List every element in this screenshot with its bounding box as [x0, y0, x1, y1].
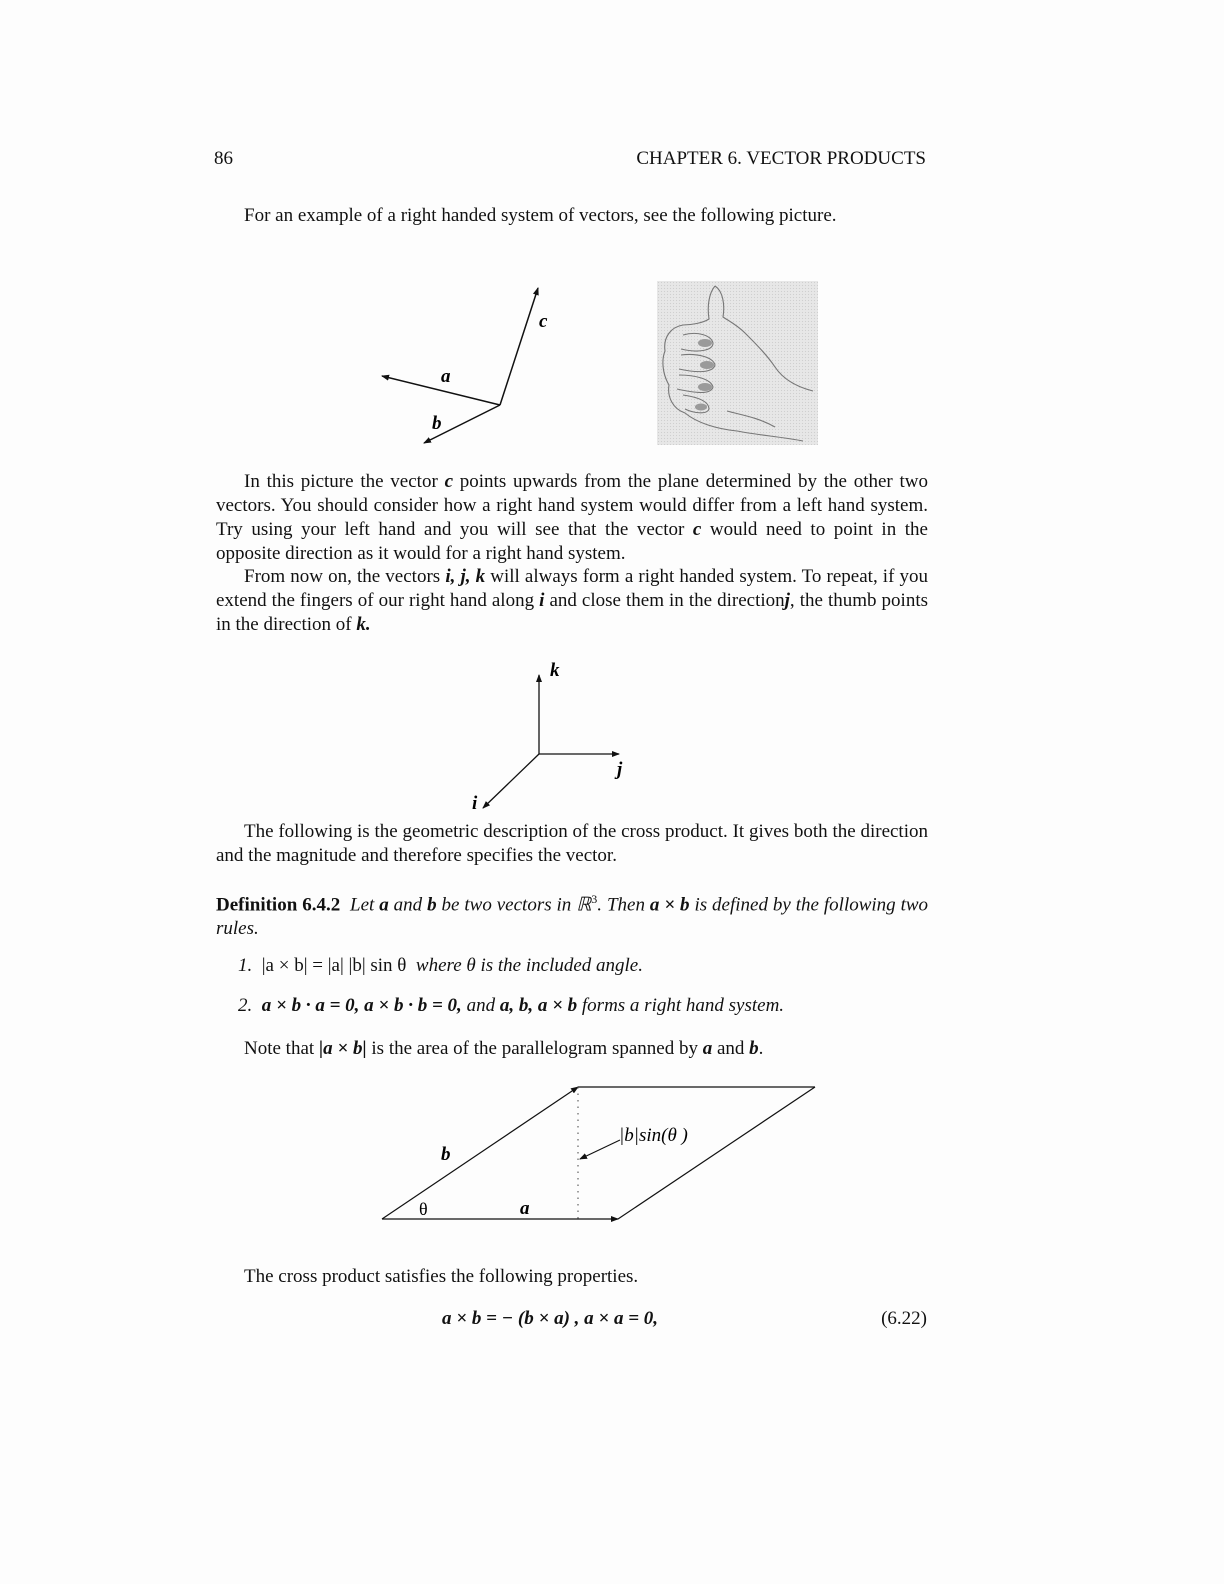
para2-text-2: will always form a right handed system. To repeat, if you extend the fingers of our right hand along	[216, 566, 929, 611]
label-j: j	[617, 759, 623, 780]
edge-b-arrow	[382, 1087, 578, 1219]
rule-1	[238, 954, 643, 978]
note-vector-a: a	[702, 1038, 713, 1059]
label-c: c	[539, 311, 548, 332]
vector-j-inline: j	[784, 590, 790, 611]
para1-text-1: In this picture the vector	[244, 471, 438, 492]
vector-c-inline-2: c	[692, 519, 702, 540]
figure-parallelogram	[370, 1078, 830, 1228]
definition-text-2: and	[393, 894, 423, 916]
rule-1-number: 1.	[238, 955, 253, 976]
para1-text-2: points upwards from the plane determined by the other two vectors. You should consider how a right hand system would differ from a left hand system. Try using your left hand and you will see that the vector	[216, 471, 929, 540]
vector-i-inline: i	[539, 590, 545, 611]
note-vector-b: b	[749, 1038, 759, 1059]
note-magnitude: |a × b|	[318, 1038, 367, 1059]
definition-label: Definition 6.4.2	[216, 894, 341, 916]
rule-1-math: |a × b| = |a| |b| sin θ	[261, 955, 407, 976]
definition-vector-b: b	[427, 894, 437, 916]
vector-c-inline: c	[444, 471, 453, 492]
thumb-sketch-icon	[657, 281, 818, 445]
note-text-4: .	[758, 1038, 764, 1059]
rule-2-number: 2.	[238, 995, 253, 1016]
para2-text-3: and close them in the direction	[549, 590, 785, 611]
figure-ijk-axes	[460, 655, 640, 820]
rule-2	[238, 994, 784, 1018]
definition-text-3: be two vectors in ℝ	[441, 894, 592, 916]
para1-text-3: would need to point in the opposite direction as it would for a right hand system.	[216, 519, 928, 564]
intro-line: For an example of a right handed system of vectors, see the following picture.	[244, 205, 837, 226]
label-a: a	[441, 366, 451, 387]
label-b: b	[432, 413, 442, 434]
rule-2-text: and	[466, 995, 496, 1016]
paragraph-ijk	[216, 565, 928, 637]
axis-i-arrow	[483, 754, 539, 808]
rule-2-math-2: a, b, a × b	[499, 995, 578, 1016]
rule-1-text: where θ is the included angle.	[415, 955, 643, 976]
vector-k-inline: k.	[356, 614, 371, 635]
height-pointer-arrow	[580, 1140, 620, 1159]
edge-right	[618, 1087, 815, 1219]
para2-text-1: From now on, the vectors	[244, 566, 441, 587]
note-text-2: is the area of the parallelogram spanned by	[371, 1038, 698, 1059]
definition-text-4: . Then	[597, 894, 645, 916]
note-text-3: and	[716, 1038, 745, 1059]
right-hand-thumbs-up-image	[657, 281, 818, 445]
label-height: |b|sin(θ )	[619, 1125, 688, 1146]
definition-vector-a: a	[379, 894, 389, 916]
definition-6-4-2	[216, 887, 928, 941]
label-i: i	[472, 793, 478, 814]
figure-right-hand-vectors	[370, 280, 570, 450]
note-text-1: Note that	[244, 1038, 315, 1059]
rule-2-math: a × b · a = 0, a × b · b = 0,	[261, 995, 462, 1016]
label-a: a	[520, 1198, 530, 1219]
definition-text-1: Let	[350, 894, 375, 916]
vector-c-arrow	[500, 288, 538, 405]
label-k: k	[550, 660, 560, 681]
running-title: CHAPTER 6. VECTOR PRODUCTS	[636, 148, 926, 169]
vectors-ijk-inline: i, j, k	[445, 566, 486, 587]
label-theta: θ	[419, 1199, 428, 1219]
definition-cross: a × b	[649, 894, 690, 916]
equation-6-22: a × b = − (b × a) , a × a = 0,	[442, 1308, 659, 1329]
paragraph-geometric-description: The following is the geometric description of the cross product. It gives both the direction and the magnitude and therefore specifies the vector.	[216, 821, 928, 866]
para2-text-4: , the thumb points in the direction of	[216, 590, 929, 635]
paragraph-right-hand-system	[216, 470, 928, 566]
note-area	[216, 1037, 928, 1061]
label-b: b	[441, 1144, 451, 1165]
definition-superscript: 3	[591, 892, 598, 906]
equation-number: (6.22)	[881, 1308, 927, 1329]
definition-text-5: is defined by the following two rules.	[216, 894, 929, 940]
paragraph-properties: The cross product satisfies the following properties.	[244, 1266, 639, 1287]
page-number: 86	[214, 148, 233, 169]
rule-2-text-2: forms a right hand system.	[581, 995, 785, 1016]
